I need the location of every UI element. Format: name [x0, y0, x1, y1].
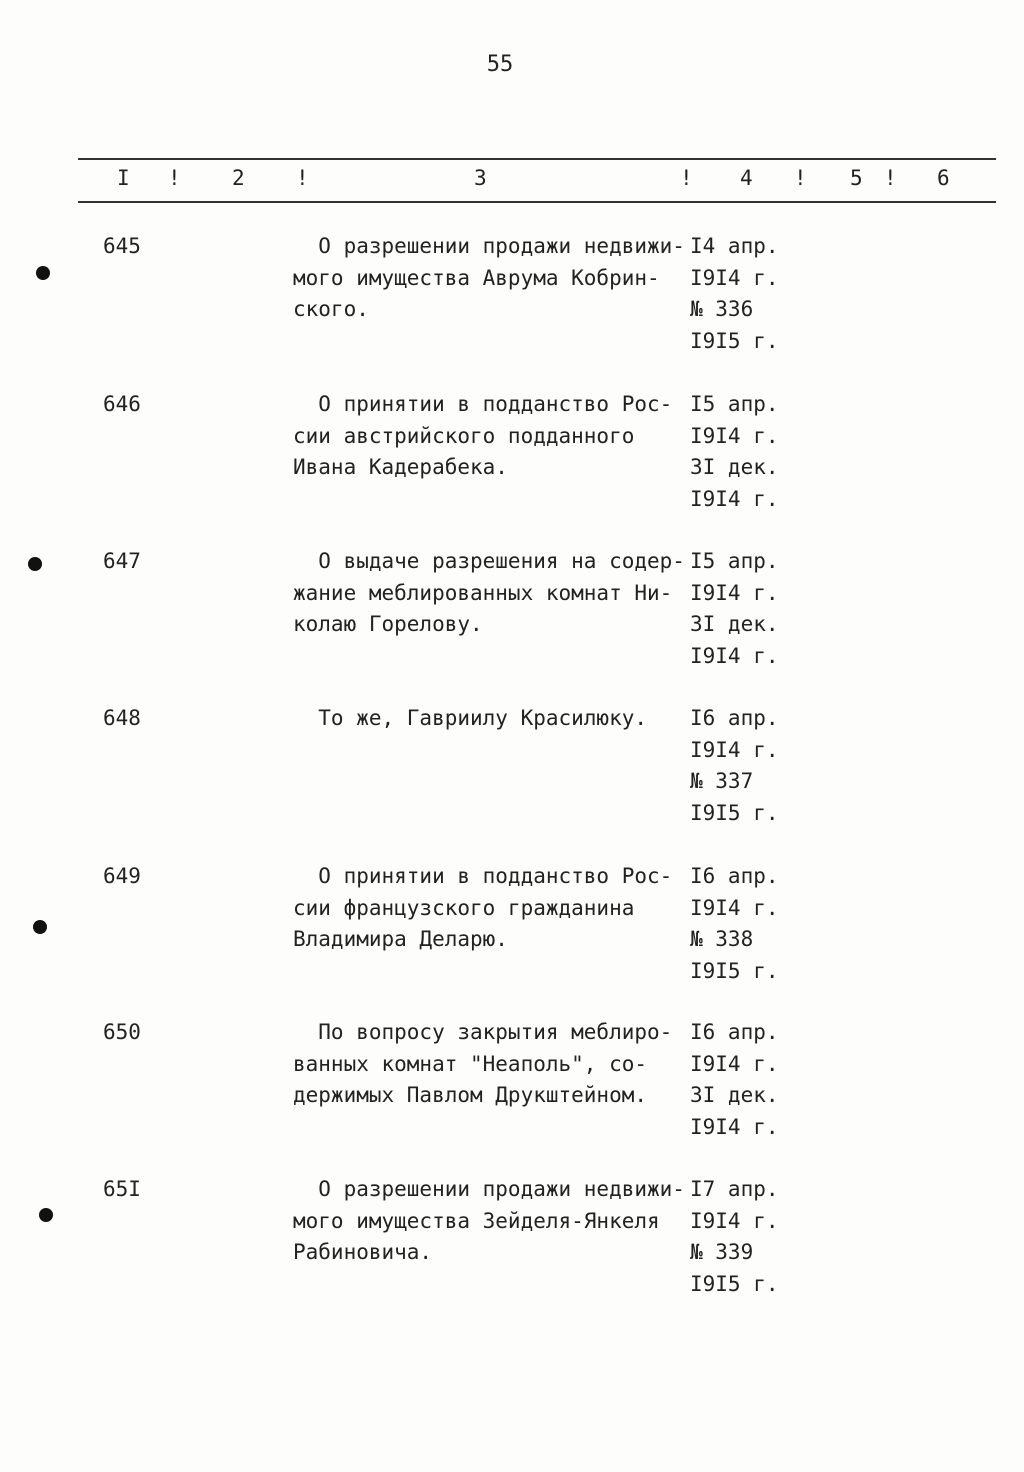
header-col-1: I	[117, 166, 130, 190]
desc-line: жание меблированных комнат Ни-	[293, 580, 673, 605]
date-line: I6 апр.	[690, 1020, 779, 1044]
date-line: I6 апр.	[690, 864, 779, 888]
header-col-6: 6	[937, 166, 950, 190]
desc-line: мого имущества Зейделя-Янкеля	[293, 1208, 660, 1233]
date-line: I9I4 г.	[690, 737, 779, 762]
date-line: I9I4 г.	[690, 486, 779, 511]
date-line: I9I4 г.	[690, 1051, 779, 1076]
header-col-3: 3	[474, 166, 487, 190]
date-line: I9I5 г.	[690, 800, 779, 825]
header-col-5: 5	[850, 166, 863, 190]
desc-line: По вопросу закрытия меблиро-	[293, 1020, 673, 1044]
header-separator: !	[680, 166, 693, 190]
entry-description	[293, 389, 688, 484]
entry-number: 650	[103, 1020, 141, 1044]
entry-number: 649	[103, 864, 141, 888]
desc-line: О выдаче разрешения на содер-	[293, 549, 685, 573]
desc-line: мого имущества Аврума Кобрин-	[293, 265, 660, 290]
entry-dates	[690, 1017, 810, 1143]
header-separator: !	[168, 166, 181, 190]
desc-line: ванных комнат "Неаполь", со-	[293, 1051, 648, 1076]
desc-line: держимых Павлом Друкштейном.	[293, 1083, 648, 1107]
entry-dates	[690, 703, 810, 829]
desc-line: О разрешении продажи недвижи-	[293, 234, 685, 258]
entry-description	[293, 1174, 688, 1269]
entry-dates	[690, 861, 810, 987]
binder-hole-icon	[33, 920, 47, 934]
header-col-2: 2	[232, 166, 245, 190]
date-line: 3I дек.	[690, 1083, 779, 1107]
entry-number: 647	[103, 549, 141, 573]
date-line: I7 апр.	[690, 1177, 779, 1201]
desc-line: О принятии в подданство Рос-	[293, 864, 673, 888]
binder-hole-icon	[39, 1208, 53, 1222]
entry-description	[293, 546, 688, 641]
binder-hole-icon	[28, 557, 42, 571]
entry-number: 646	[103, 392, 141, 416]
entry-dates	[690, 389, 810, 515]
header-col-4: 4	[740, 166, 753, 190]
date-line: № 338	[690, 927, 754, 951]
page-number: 55	[486, 52, 514, 77]
desc-line: ского.	[293, 297, 369, 321]
date-line: I5 апр.	[690, 549, 779, 573]
table-header-rule	[78, 201, 996, 203]
date-line: 3I дек.	[690, 455, 779, 479]
desc-line: Владимира Деларю.	[293, 927, 508, 951]
date-line: I9I5 г.	[690, 958, 779, 983]
date-line: I9I5 г.	[690, 328, 779, 353]
entry-description	[293, 861, 688, 956]
date-line: I9I4 г.	[690, 643, 779, 668]
date-line: I5 апр.	[690, 392, 779, 416]
desc-line: колаю Горелову.	[293, 612, 483, 636]
entry-number: 645	[103, 234, 141, 258]
desc-line: Рабиновича.	[293, 1240, 433, 1264]
entry-dates	[690, 546, 810, 672]
header-separator: !	[794, 166, 807, 190]
entry-dates	[690, 1174, 810, 1300]
desc-line: Ивана Кадерабека.	[293, 455, 508, 479]
desc-line: сии французского гражданина	[293, 895, 635, 920]
date-line: I9I4 г.	[690, 265, 779, 290]
date-line: I9I4 г.	[690, 1208, 779, 1233]
date-line: I6 апр.	[690, 706, 779, 730]
entry-number: 648	[103, 706, 141, 730]
table-top-rule	[78, 158, 996, 160]
desc-line: То же, Гавриилу Красилюку.	[293, 706, 648, 730]
date-line: № 339	[690, 1240, 754, 1264]
binder-hole-icon	[36, 266, 50, 280]
entry-description	[293, 231, 688, 326]
entry-description	[293, 703, 688, 735]
desc-line: О разрешении продажи недвижи-	[293, 1177, 685, 1201]
entry-number: 65I	[103, 1177, 141, 1201]
entry-description	[293, 1017, 688, 1112]
date-line: I9I4 г.	[690, 1114, 779, 1139]
date-line: 3I дек.	[690, 612, 779, 636]
date-line: № 336	[690, 297, 754, 321]
header-separator: !	[296, 166, 309, 190]
date-line: I9I4 г.	[690, 895, 779, 920]
desc-line: сии австрийского подданного	[293, 423, 635, 448]
table-header	[0, 166, 1024, 196]
date-line: I9I5 г.	[690, 1271, 779, 1296]
date-line: I9I4 г.	[690, 580, 779, 605]
date-line: I9I4 г.	[690, 423, 779, 448]
desc-line: О принятии в подданство Рос-	[293, 392, 673, 416]
header-separator: !	[884, 166, 897, 190]
date-line: I4 апр.	[690, 234, 779, 258]
entry-dates	[690, 231, 810, 357]
date-line: № 337	[690, 769, 754, 793]
